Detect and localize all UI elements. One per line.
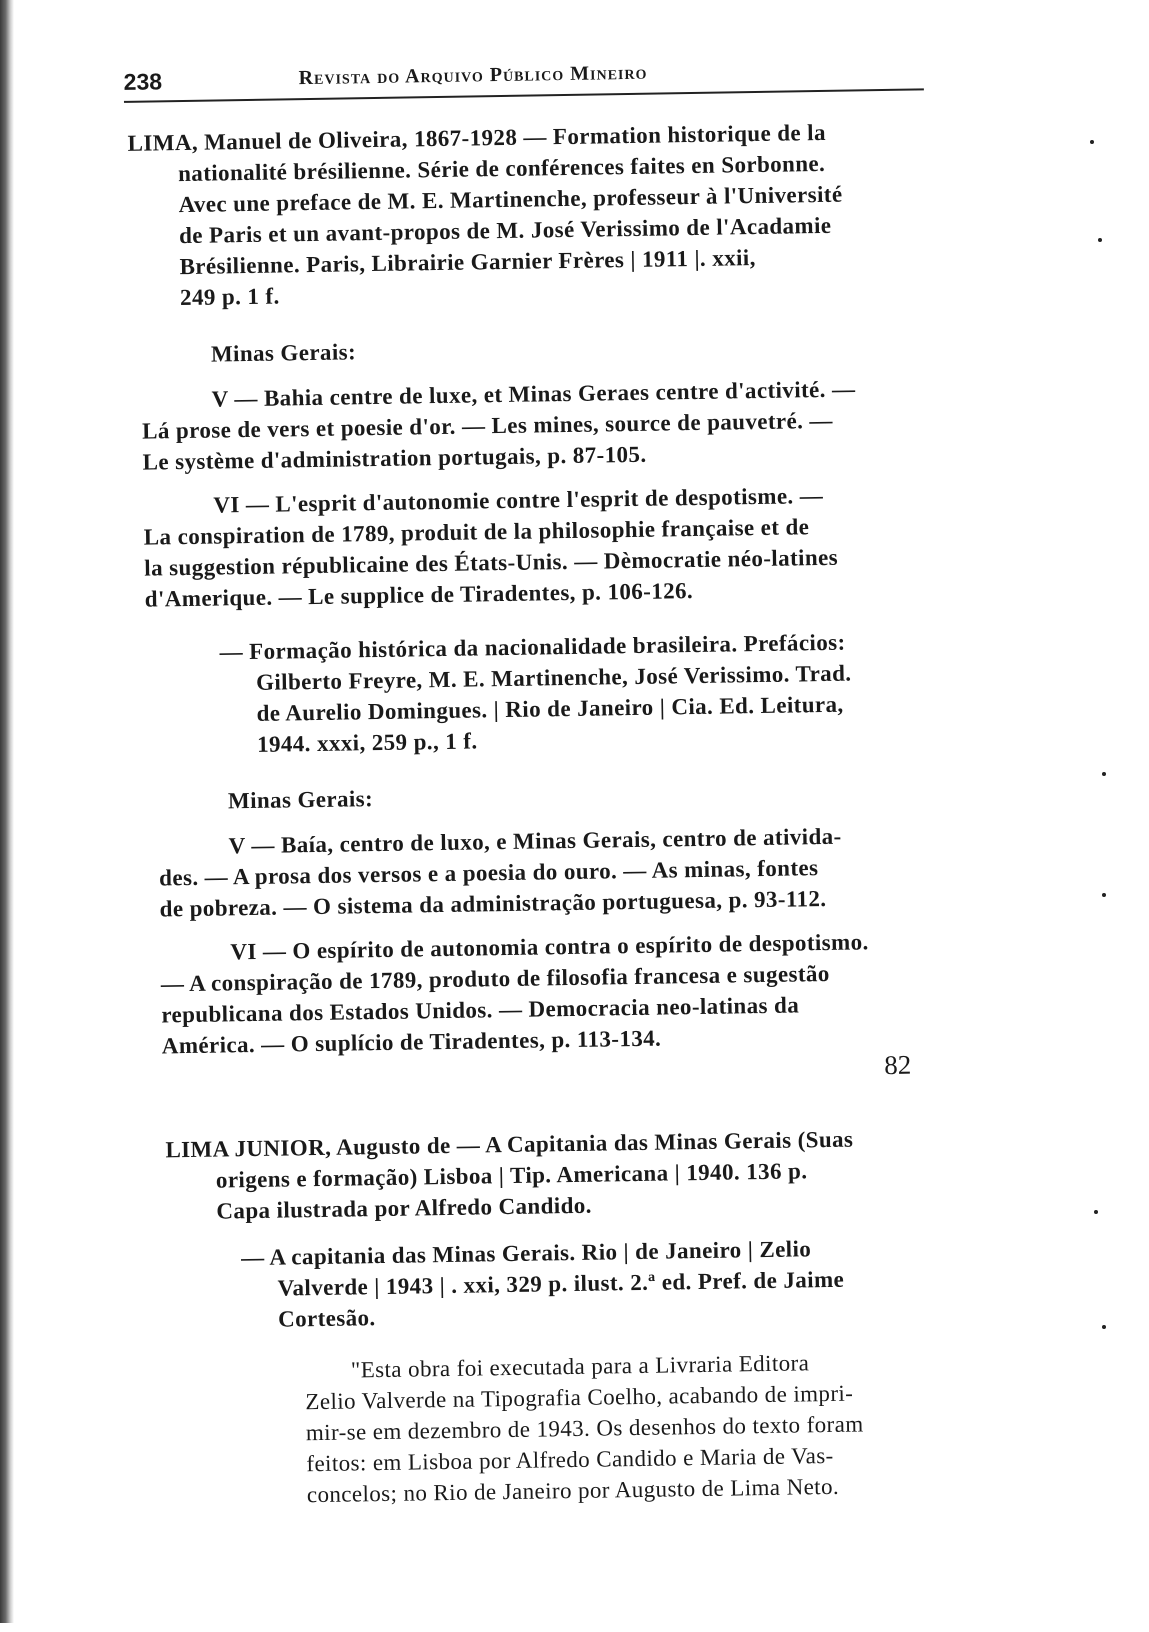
text-line: concelos; no Rio de Janeiro por Augusto de Lima Neto. — [306, 1473, 840, 1508]
text-line: Brésilienne. Paris, Librairie Garnier Frères | 1911 |. xxii, — [179, 245, 756, 280]
text-line: 1944. xxxi, 259 p., 1 f. — [256, 728, 478, 757]
text-line: 249 p. 1 f. — [179, 283, 280, 311]
scan-speck — [1102, 1325, 1106, 1329]
text-line: nationalité brésilienne. Série de conférences faites en Sorbonne. — [177, 150, 826, 187]
text-line: de Paris et un avant-propos de M. José Verissimo de l'Acadamie — [178, 212, 832, 249]
running-title: Revista do Arquivo Público Mineiro — [298, 61, 648, 90]
scan-speck — [1102, 772, 1106, 776]
text-line: — A capitania das Minas Gerais. Rio | de Janeiro | Zelio — [240, 1236, 812, 1271]
text-line: de pobreza. — O sistema da administração portuguesa, p. 93-112. — [159, 885, 827, 922]
text-line: des. — A prosa dos versos e a poesia do ouro. — As minas, fontes — [158, 855, 819, 891]
entry-number: 82 — [883, 1049, 912, 1081]
text-line: Cortesão. — [277, 1305, 376, 1332]
text-line: Gilberto Freyre, M. E. Martinenche, José Verissimo. Trad. — [255, 660, 852, 695]
text-line: LIMA JUNIOR, Augusto de — A Capitania das Minas Gerais (Suas — [165, 1126, 854, 1163]
text-line: "Esta obra foi executada para a Livraria Editora — [350, 1350, 810, 1383]
text-line: republicana dos Estados Unidos. — Democracia neo-latinas da — [161, 992, 800, 1028]
scan-speck — [1094, 1210, 1098, 1214]
page-header — [123, 48, 924, 103]
text-line: — A conspiração de 1789, produto de filosofia francesa e sugestão — [160, 960, 830, 997]
text-line: VI — O espírito de autonomia contra o espírito de despotismo. — [230, 929, 869, 965]
section-heading: Minas Gerais: — [210, 339, 357, 367]
text-line: origens e formação) Lisboa | Tip. Americana | 1940. 136 p. — [215, 1158, 808, 1193]
text-line: Zelio Valverde na Tipografia Coelho, acabando de impri- — [305, 1380, 854, 1415]
text-line: Valverde | 1943 | . xxi, 329 p. ilust. 2.ª ed. Pref. de Jaime — [277, 1266, 845, 1301]
text-line: d'Amerique. — Le supplice de Tiradentes, p. 106-126. — [144, 578, 694, 612]
text-line: Le système d'administration portugais, p. 87-105. — [142, 441, 647, 475]
scan-speck — [1090, 140, 1094, 144]
text-line: Lá prose de vers et poesie d'or. — Les mines, source de pauvetré. — — [141, 407, 834, 444]
text-line: América. — O suplício de Tiradentes, p. 113-134. — [161, 1025, 662, 1059]
text-line: la suggestion républicaine des États-Unis. — Dèmocratie néo-latines — [144, 544, 839, 581]
page-number: 238 — [123, 68, 163, 95]
text-line: — Formação histórica da nacionalidade brasileira. Prefácios: — [219, 629, 846, 665]
text-line: V — Baía, centro de luxo, e Minas Gerais, centro de ativida- — [228, 823, 842, 859]
text-line: de Aurelio Domingues. | Rio de Janeiro | Cia. Ed. Leitura, — [256, 691, 844, 726]
text-line: Avec une preface de M. E. Martinenche, professeur à l'Université — [178, 181, 843, 218]
text-line: mir-se em dezembro de 1943. Os desenhos do texto foram — [305, 1411, 864, 1446]
text-line: Capa ilustrada por Alfredo Candido. — [216, 1192, 593, 1224]
text-line: VI — L'esprit d'autonomie contre l'esprit de despotisme. — — [213, 482, 824, 518]
section-heading: Minas Gerais: — [227, 786, 374, 814]
text-line: V — Bahia centre de luxe, et Minas Geraes centre d'activité. — — [211, 376, 856, 412]
scan-speck — [1102, 893, 1106, 897]
text-line: feitos: em Lisboa por Alfredo Candido e Maria de Vas- — [306, 1442, 834, 1477]
text-line: La conspiration de 1789, produit de la philosophie française et de — [143, 514, 810, 550]
scan-speck — [1098, 238, 1102, 242]
text-line: LIMA, Manuel de Oliveira, 1867-1928 — Formation historique de la — [127, 119, 827, 156]
